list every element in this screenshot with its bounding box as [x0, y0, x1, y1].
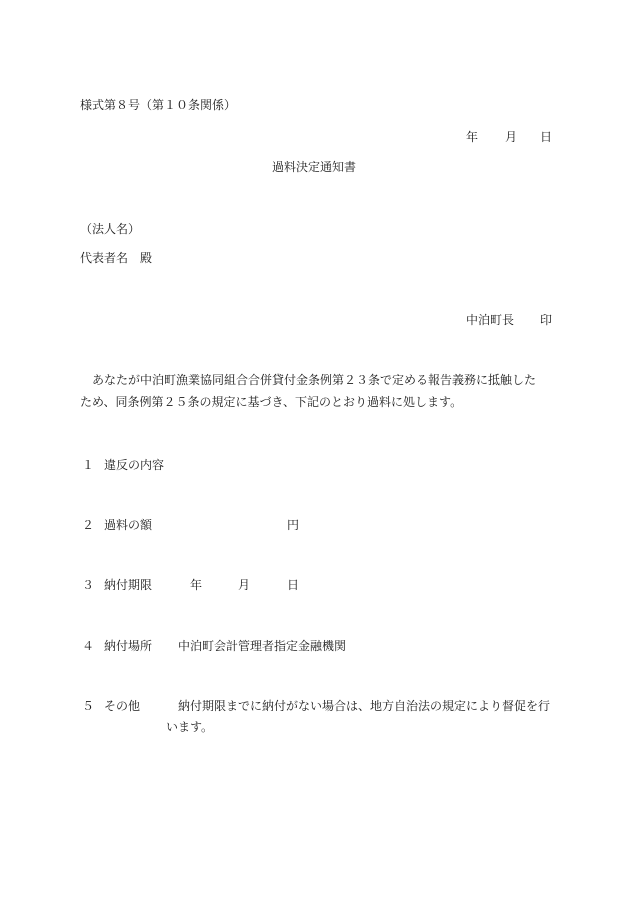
item-3-day-label: 日: [287, 578, 300, 592]
item-4-label: 納付場所: [104, 639, 153, 653]
date-year-label: 年: [466, 130, 479, 144]
item-2-label: 過料の額: [104, 518, 153, 532]
item-3-month-label: 月: [238, 578, 251, 592]
item-3-number: ３: [82, 578, 95, 592]
issuer-name: 中泊町長: [466, 313, 515, 327]
item-4-value: 中泊町会計管理者指定金融機関: [178, 639, 347, 653]
item-5-number: ５: [82, 699, 95, 713]
notice-body-line-2: ため、同条例第２５条の規定に基づき、下記のとおり過料に処します。: [80, 395, 463, 409]
item-5-value-line-2: います。: [166, 720, 214, 734]
notice-body: [80, 369, 555, 413]
addressee-corp-name: （法人名）: [80, 222, 141, 236]
item-4-number: ４: [82, 639, 95, 653]
item-2-yen-unit: 円: [287, 518, 300, 532]
notice-body-line-1: あなたが中泊町漁業協同組合合併貸付金条例第２３条で定める報告義務に抵触した: [92, 373, 537, 387]
item-3-label: 納付期限: [104, 578, 153, 592]
form-number: 様式第８号（第１０条関係）: [80, 98, 237, 112]
date-day-label: 日: [540, 130, 553, 144]
addressee-representative: 代表者名 殿: [80, 251, 153, 265]
document-title: 過料決定通知書: [272, 160, 357, 174]
item-5-value-line-1: 納付期限までに納付がない場合は、地方自治法の規定により督促を行: [178, 699, 551, 713]
date-month-label: 月: [505, 130, 518, 144]
item-3-year-label: 年: [190, 578, 203, 592]
seal-mark: 印: [540, 313, 553, 327]
item-1-label: 違反の内容: [104, 458, 165, 472]
item-2-number: ２: [82, 518, 95, 532]
item-5-label: その他: [104, 699, 141, 713]
item-1-number: １: [82, 458, 95, 472]
